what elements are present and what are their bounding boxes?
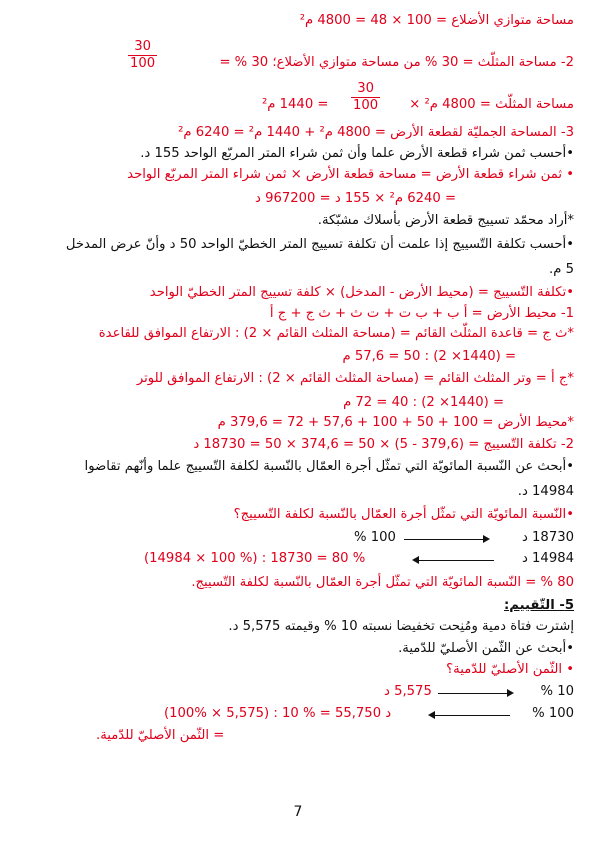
question-fence-cost: •أحسب تكلفة التّسييج إذا علمت أن تكلفة تسييج المتر الخطيّ الواحد 50 د وأنّ عرض المدخل (65, 237, 574, 252)
fence-intro: *أراد محمّد تسييج قطعة الأرض بأسلاك مشبّكة. (317, 213, 574, 228)
perimeter-result: *محيط الأرض = 100 + 50 + 100 + 57,6 + 72 = 379,6 م (217, 415, 574, 430)
doll-price-answer: = الثّمن الأصليّ للدّمية. (96, 728, 225, 743)
arrow-right-1 (404, 539, 488, 540)
doll-row1-right: 5,575 د (384, 684, 432, 699)
page-number: 7 (293, 804, 303, 820)
perimeter-formula: 1- محيط الأرض = أ ب + ب ت + ت ث + ث ج + ج أ (269, 306, 574, 321)
doll-problem: إشترت فتاة دمية ومُنِحت تخفيضا نسبته 10 % وقيمته 5,575 د. (228, 619, 574, 634)
question-workers-percent-cont: 14984 د. (517, 484, 574, 499)
side-tj-formula: *ث ج = قاعدة المثلّث القائم = (مساحة المثلث القائم × 2) : الارتفاع الموافق للقاعدة (98, 326, 574, 341)
section-evaluation-title: 5- التّقييم: (504, 598, 574, 613)
proportion-row1-right: 100 % (354, 530, 396, 545)
land-price-formula: • ثمن شراء قطعة الأرض = مساحة قطعة الأرض × ثمن شراء المتر المربّع الواحد (127, 167, 574, 182)
workers-percent-question: •النّسبة المائويّة التي تمثّل أجرة العمّال بالنّسبة لكلفة التّسييج؟ (233, 507, 574, 522)
arrow-left-2 (414, 560, 494, 561)
doll-row1-left: 10 % (540, 684, 574, 699)
fence-cost-result: 2- تكلفة التّسييج = (379,6 - 5) × 50 = 374,6 × 50 = 18730 د (193, 437, 574, 452)
fraction-30-100: $\frac{30}{100}$ (130, 39, 156, 71)
question-fence-cost-cont: 5 م. (549, 262, 574, 277)
question-workers-percent: •أبحث عن النّسبة المائويّة التي تمثّل أجرة العمّال بالنّسبة لكلفة التّسييج علما وأنّهم تقاضوا (84, 459, 574, 474)
triangle-area-percent-line: 2- مساحة المثلّث = 30 % من مساحة متوازي الأضلاع؛ 30 % = (219, 55, 574, 70)
fence-cost-formula: •تكلفة التّسييج = (محيط الأرض - المدخل) × كلفة تسييج المتر الخطيّ الواحد (149, 285, 574, 300)
arrow-right-3 (438, 693, 512, 694)
proportion-row1-left: 18730 د (521, 530, 574, 545)
side-tj-result: = (1440× 2) : 50 = 57,6 م (342, 349, 516, 364)
land-price-result: = 6240 م² × 155 د = 967200 د (255, 191, 456, 206)
side-ja-result: = (1440× 2) : 40 = 72 م (343, 395, 504, 410)
triangle-area-result: = 1440 م² (262, 97, 329, 112)
triangle-area-line: مساحة المثلّث = 4800 م² × (409, 97, 574, 112)
doll-row2-left: 100 % (532, 706, 574, 721)
doll-price-question: • الثّمن الأصليّ للدّمية؟ (446, 662, 574, 677)
question-doll-price: •أبحث عن الثّمن الأصليّ للدّمية. (398, 641, 574, 656)
workers-percent-answer: 80 % = النّسبة المائويّة التي تمثّل أجرة العمّال بالنّسبة لكلفة التّسييج. (191, 575, 574, 590)
total-area-line: 3- المساحة الجمليّة لقطعة الأرض = 4800 م² + 1440 م² = 6240 م² (178, 125, 574, 140)
proportion-row2-left: 14984 د (521, 551, 574, 566)
arrow-left-4 (430, 715, 510, 716)
side-ja-formula: *ج أ = وتر المثلث القائم = (مساحة المثلث القائم × 2) : الارتفاع الموافق للوتر (136, 371, 574, 386)
proportion-row2-right: (14984 × 100 %) : 18730 = 80 % (144, 551, 366, 566)
fraction-30-100-b: $\frac{30}{100}$ (353, 81, 379, 113)
parallelogram-area-line: مساحة متوازي الأضلاع = 100 × 48 = 4800 م² (299, 13, 574, 28)
doll-row2-right: (100% × 5,575) : 10 % = 55,750 د (164, 706, 392, 721)
question-land-price: •أحسب ثمن شراء قطعة الأرض علما وأن ثمن شراء المتر المربّع الواحد 155 د. (140, 146, 574, 161)
